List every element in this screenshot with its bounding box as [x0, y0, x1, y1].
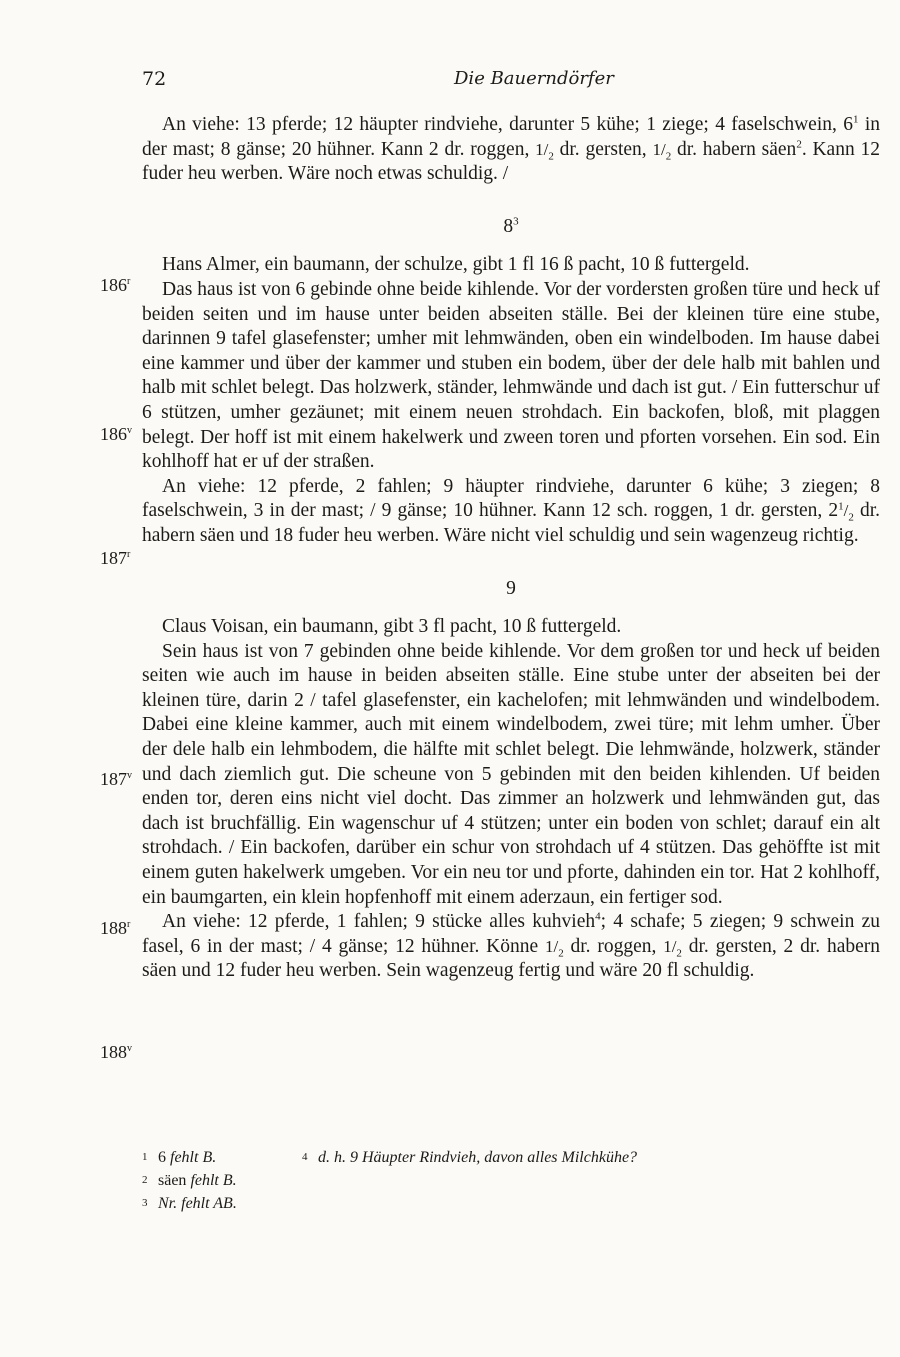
- margin-folio-186r: 186$^r$: [100, 275, 131, 295]
- page-number: 72: [142, 68, 167, 90]
- fraction: $1/_2$: [544, 936, 564, 960]
- fraction: $1/_2$: [535, 139, 554, 162]
- section-number-8: $8^3$: [503, 215, 519, 237]
- footnote-3: 3 Nr. fehlt AB.: [142, 1195, 237, 1212]
- paragraph-house-description-8: Das haus ist von 6 gebinde ohne beide kihlende. Vor der vordersten großen türe und heck uf beiden seiten und im hause unter beiden abseiten ställe. Bei der kleinen türe eine stube, darinnen 9 tafel glasefenster; umher mit lehmwänden, oben ein windelboden. Im hause dabei eine kammer und über der kammer und stuben ein bodem, über der dele halb mit bahlen und halb mit schlet belegt. Das holzwerk, ständer, lehmwände und dach ist gut. / Ein futterschur uf 6 stützen, umher gezäunet; mit einem neuen strohdach. Ein backofen, bloß, mit plaggen belegt. Der hoff ist mit einem hakelwerk und zween toren und pforten vorsehen. Ein sod. Ein kohlhoff hat er uf der straßen.: [142, 278, 880, 473]
- fraction: $^1/_2$: [838, 500, 854, 524]
- margin-folio-186v: 186$^v$: [100, 424, 132, 444]
- paragraph-livestock-1: An viehe: 13 pferde; 12 häupter rindviehe, darunter 5 kühe; 1 ziege; 4 faselschwein, $6^1$ in der mast; 8 gänse; 20 hühner. Kann 2 dr. roggen, $1/_2$ dr. gersten, $1/_2$ dr. habern säen$^2$. Kann 12 fuder heu werben. Wäre noch etwas schuldig. /: [142, 113, 881, 185]
- running-title: Die Bauerndörfer: [454, 68, 614, 89]
- fraction: $1/_2$: [652, 139, 672, 162]
- footnotes-column-right: [302, 1146, 662, 1169]
- page-header: [142, 68, 880, 96]
- paragraph-claus-voisan: Claus Voisan, ein baumann, gibt 3 fl pacht, 10 ß futtergeld.: [162, 616, 622, 638]
- footnote-ref-2: 2: [796, 138, 802, 151]
- footnotes-column-left: [142, 1146, 302, 1215]
- footnote-ref-4: 4: [595, 910, 601, 923]
- margin-folio-187r: 187$^r$: [100, 548, 131, 568]
- section-number-9: 9: [506, 577, 516, 599]
- paragraph-hans-almer: Hans Almer, ein baumann, der schulze, gibt 1 fl 16 ß pacht, 10 ß futtergeld.: [162, 254, 750, 276]
- paragraph-house-description-9: Sein haus ist von 7 gebinden ohne beide kihlende. Vor dem großen tor und heck uf beiden seiten wie auch im hause in beiden abseiten ställe. Eine stube unter der abseiten bei der kleinen türe, darin 2 / tafel glasefenster, ein kachelofen; mit lehmwänden und windelbodem. Dabei eine kleine kammer, auch mit einem windelbodem, zwei türe; mit lehm umher. Über der dele halb ein lehmbodem, die hälfte mit schlet belegt. Die lehmwände, holzwerk, ständer und dach ziemlich gut. Die scheune von 5 gebinden mit den beiden kihlenden. Uf beiden enden tor, deren eins nicht viel docht. Das zimmer an holzwerk und lehmwänden gut, das dach ist bruchfällig. Ein wagenschur uf 4 stützen; unter ein boden von schlet; darauf ein alt strohdach. / Ein backofen, darüber ein schur von strohdach uf 4 stützen. Das gehöffte ist mit einem guten hakelwerk umgeben. Vor ein neu tor und pforte, dahinden ein tor. Hat 2 kohlhoff, ein baumgarten, ein klein hopfenhoff mit einem aderzaun, ein fertiger sod.: [142, 640, 880, 908]
- margin-folio-188r: 188$^r$: [100, 918, 131, 938]
- footnote-ref-1: 1: [852, 113, 859, 126]
- footnote-4: 4 d. h. 9 Häupter Rindvieh, davon alles Milchkühe?: [302, 1149, 638, 1166]
- fraction: $1/_2$: [663, 936, 682, 960]
- footnote-ref-3: 3: [513, 215, 519, 228]
- paragraph-livestock-8: An viehe: 12 pferde, 2 fahlen; 9 häupter rindviehe, darunter 6 kühe; 3 ziegen; 8 faselschwein, 3 in der mast; / 9 gänse; 10 hühner. Kann 12 sch. roggen, 1 dr. gersten, $2^1/_2$ dr. habern säen und 18 fuder heu werben. Wäre nicht viel schuldig und sein wagenzeug richtig.: [142, 475, 881, 546]
- paragraph-livestock-9: An viehe: 12 pferde, 1 fahlen; 9 stücke alles kuhvieh$^4$; 4 schafe; 5 ziegen; 9 schwein zu fasel, 6 in der mast; / 4 gänse; 12 hühner. Könne $1/_2$ dr. roggen, $1/_2$ dr. gersten, 2 dr. habern säen und 12 fuder heu werben. Sein wagenzeug fertig und wäre 20 fl schuldig.: [142, 910, 880, 982]
- footnote-2: 2 säen fehlt B.: [142, 1172, 237, 1189]
- margin-folio-187v: 187$^v$: [100, 769, 132, 789]
- main-text: [142, 113, 880, 984]
- margin-folio-188v: 188$^v$: [100, 1042, 132, 1062]
- footnote-1: 1 6 fehlt B.: [142, 1149, 217, 1166]
